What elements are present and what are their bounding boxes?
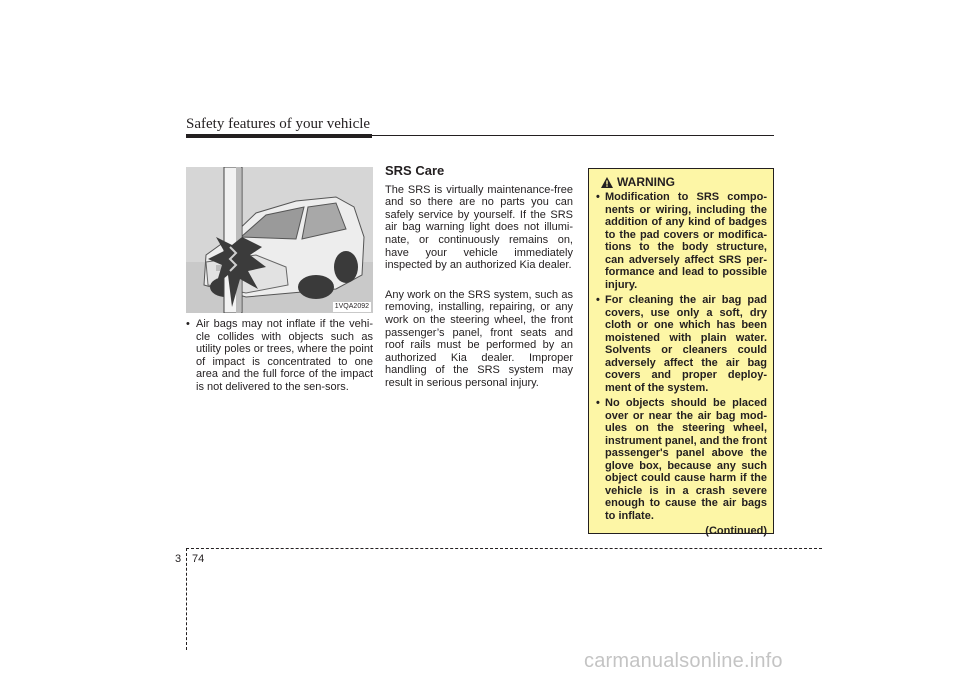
- list-item: [596, 191, 767, 291]
- list-item: [186, 318, 373, 394]
- chapter-number: 3: [175, 553, 182, 565]
- middle-column: [385, 165, 573, 407]
- page-number: 74: [192, 553, 205, 565]
- warning-triangle-icon: [601, 177, 613, 188]
- paragraph: The SRS is virtually maintenance-free and so there are no parts you can safely service by yourself. If the SRS air bag warning light does not illumi-nate, or continuously remains on, have your vehicle immediately inspected by an authorized Kia dealer.: [385, 183, 573, 272]
- section-heading: SRS Care: [385, 163, 445, 178]
- bullet-icon: •: [596, 294, 600, 306]
- page-header-title: Safety features of your vehicle: [186, 116, 371, 132]
- warning-header: [601, 175, 767, 189]
- bullet-icon: •: [596, 397, 600, 409]
- bullet-icon: •: [186, 318, 190, 330]
- warning-title: WARNING: [617, 175, 675, 189]
- bullet-icon: •: [596, 191, 600, 203]
- warning-box: [588, 168, 774, 537]
- header-rule: [372, 135, 774, 136]
- watermark: carmanualsonline.info: [584, 650, 783, 672]
- warning-item-text: For cleaning the air bag pad covers, use only a soft, dry cloth or one which has been moistened with plain water. Solvents or cleaners could adversely affect the air bag covers and proper deploy-ment of the system.: [605, 294, 767, 394]
- bullet-text: Air bags may not inflate if the vehi-cle collides with objects such as utility poles or trees, where the point of impact is concentrated to one area and the full force of the impact is not delivered to the sen-sors.: [196, 318, 373, 393]
- list-item: [596, 397, 767, 522]
- car-pole-drawing: [186, 167, 373, 313]
- warning-item-text: No objects should be placed over or near the air bag mod-ules on the steering wheel, instrument panel, and the front passenger's panel above the glove box, because any such object could cause harm if the vehicle is in a crash severe enough to cause the air bags to inflate.: [605, 397, 767, 522]
- vehicle-collision-illustration: [186, 167, 373, 313]
- list-item: [596, 294, 767, 394]
- left-column: [186, 318, 373, 394]
- paragraph: Any work on the SRS system, such as removing, installing, repairing, or any work on the steering wheel, the front passenger’s panel, front seats and roof rails must be performed by an authorized Kia dealer. Improper handling of the SRS system may result in serious personal injury.: [385, 288, 573, 389]
- warning-item-text: Modification to SRS compo-nents or wiring, including the addition of any kind of badges to the pad covers or modifica-tions to the body structure, can adversely affect SRS per-formance and lead to possible injury.: [605, 191, 767, 291]
- footer-rule: [186, 548, 822, 549]
- footer-vertical-rule: [186, 548, 187, 650]
- continued-label: (Continued): [705, 525, 767, 537]
- figure-code: 1VQA2092: [334, 303, 369, 310]
- header-bar: [186, 134, 372, 138]
